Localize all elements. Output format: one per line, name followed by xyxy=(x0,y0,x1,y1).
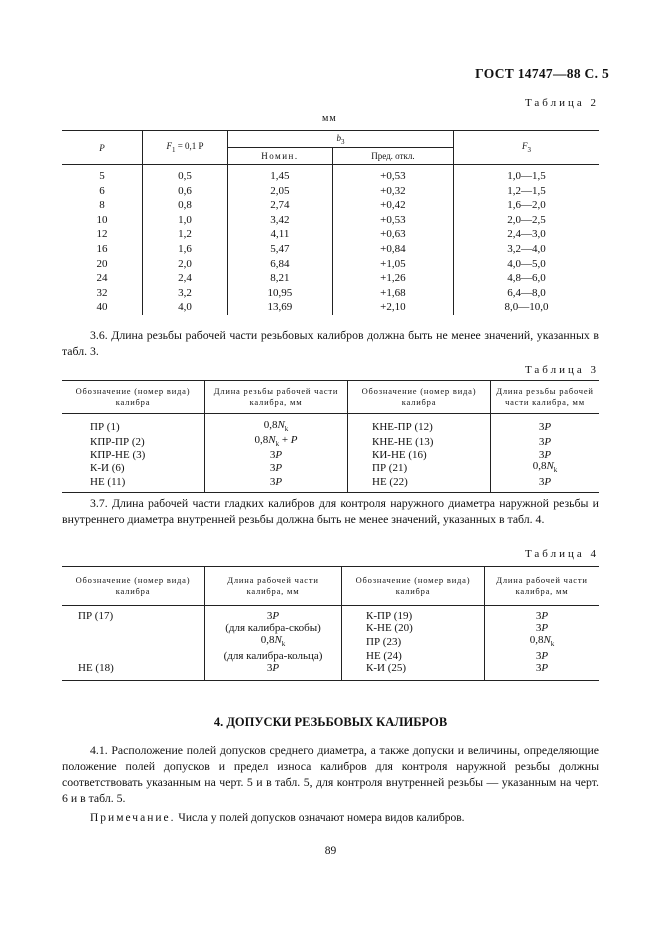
col-nom: Номин. xyxy=(228,148,333,165)
table-cell: +0,63 xyxy=(332,227,453,242)
table-cell: 1,0—1,5 xyxy=(507,170,546,182)
table-row xyxy=(62,606,599,623)
table-row xyxy=(62,227,599,242)
table-row xyxy=(62,300,599,315)
table-cell: 0,6 xyxy=(143,184,228,199)
table-cell: 4,8—6,0 xyxy=(507,272,546,285)
table-cell: 20 xyxy=(62,257,143,272)
table-cell: 40 xyxy=(62,300,143,315)
table-cell: 3P xyxy=(205,450,348,461)
table-row xyxy=(62,242,599,257)
table-cell: $0,8N_k$ xyxy=(529,634,555,649)
table-cell: 8,21 xyxy=(228,271,333,286)
table-cell: 8,0—10,0 xyxy=(504,301,549,314)
t3-h2: Длина резьбы рабочей части калибра, мм xyxy=(205,381,348,414)
note xyxy=(90,810,465,826)
table-row xyxy=(62,435,599,450)
table-cell: 12 xyxy=(62,227,143,242)
table-cell: НЕ (22) xyxy=(348,477,491,493)
table-cell: $0,8N_k$ xyxy=(205,634,342,650)
table-cell: 3P xyxy=(485,662,600,681)
table-cell: 2,74 xyxy=(228,198,333,213)
table-row xyxy=(62,286,599,301)
table-row xyxy=(62,477,599,493)
table-cell: 16 xyxy=(62,242,143,257)
table-cell: 2,4—3,0 xyxy=(507,228,546,241)
table-row xyxy=(62,650,599,662)
t4-h3: Обозначение (номер вида) калибра xyxy=(342,567,485,606)
table-row xyxy=(62,184,599,199)
table-cell: 0,5 xyxy=(143,165,228,184)
table-cell: 4,11 xyxy=(228,227,333,242)
table-cell: +1,05 xyxy=(332,257,453,272)
table-3-caption: Таблица 3 xyxy=(524,364,599,376)
table-row xyxy=(62,450,599,461)
table-2 xyxy=(62,130,599,315)
table-row xyxy=(62,198,599,213)
table-cell: 3,2 xyxy=(143,286,228,301)
table-cell: 1,2 xyxy=(143,227,228,242)
table-4 xyxy=(62,566,599,681)
col-b3: $b_3$ xyxy=(228,131,454,148)
table-row xyxy=(62,634,599,650)
table-cell: КПР-НЕ (3) xyxy=(62,450,205,461)
table-cell: ПР (1) xyxy=(62,414,205,436)
col-f1: $F_1 = 0,1$ P xyxy=(143,131,228,165)
page-header: ГОСТ 14747—88 С. 5 xyxy=(475,66,609,81)
table-cell: $0,8N_k + P$ xyxy=(205,435,348,450)
table-cell: 3P xyxy=(538,449,552,462)
section-title: 4. ДОПУСКИ РЕЗЬБОВЫХ КАЛИБРОВ xyxy=(213,715,448,729)
table-cell: 6 xyxy=(62,184,143,199)
table-cell: 3P xyxy=(538,436,552,449)
table-cell: ПР (21) xyxy=(348,461,491,476)
t4-h1: Обозначение (номер вида) калибра xyxy=(62,567,205,606)
table-cell: НЕ (24) xyxy=(342,650,485,662)
table-cell: К-НЕ (20) xyxy=(342,622,485,634)
table-cell: 10,95 xyxy=(228,286,333,301)
table-cell: КНЕ-ПР (12) xyxy=(348,414,491,436)
table-row xyxy=(62,461,599,476)
table-cell: 5,47 xyxy=(228,242,333,257)
table-cell: 3,2—4,0 xyxy=(507,242,546,255)
table-cell: 6,84 xyxy=(228,257,333,272)
table-cell: (для калибра-кольца) xyxy=(205,650,342,662)
table-cell xyxy=(62,622,205,634)
table-cell: 3P xyxy=(535,610,549,622)
table-cell: 1,45 xyxy=(228,165,333,184)
paragraph-3-7: 3.7. Длина рабочей части гладких калибров для контроля наружного диаметра наружной резьбы и внутреннего диаметра внутренней резьбы должна быть не менее значений, указанных в табл. 4. xyxy=(62,496,599,526)
table-cell: 1,0 xyxy=(143,213,228,228)
page-number: 89 xyxy=(324,845,337,857)
table-cell: КПР-ПР (2) xyxy=(62,435,205,450)
table-cell: ПР (17) xyxy=(62,606,205,623)
table-cell: 2,0—2,5 xyxy=(507,213,546,226)
table-row xyxy=(62,257,599,272)
col-p: P xyxy=(62,131,143,165)
table-cell: 3P xyxy=(205,461,348,476)
table-cell: +2,10 xyxy=(332,300,453,315)
table-2-unit: мм xyxy=(322,113,337,124)
note-text: Числа у полей допусков означают номера видов калибров. xyxy=(175,812,465,824)
table-cell: 3P xyxy=(205,477,348,493)
col-f3: $F_3$ xyxy=(454,131,600,165)
table-cell: 2,4 xyxy=(143,271,228,286)
table-row xyxy=(62,213,599,228)
table-cell: ПР (23) xyxy=(342,634,485,650)
table-row xyxy=(62,414,599,436)
paragraph-4-1: 4.1. Расположение полей допусков среднего диаметра, а также допуски и величины, определяющие положение полей допусков и предел износа калибров для контроля наружной резьбы должны соответствовать указанным на черт. 5 и в табл. 5, для контроля внутренней резьбы — указанным на черт. 6 и в табл. 5. xyxy=(62,743,599,805)
table-cell: 4,0 xyxy=(143,300,228,315)
table-cell: +0,84 xyxy=(332,242,453,257)
table-cell: 3P xyxy=(535,622,549,634)
table-row xyxy=(62,622,599,634)
table-cell: 4,0—5,0 xyxy=(507,257,546,270)
table-cell: 1,2—1,5 xyxy=(507,184,546,197)
table-cell: 3,42 xyxy=(228,213,333,228)
table-cell: КИ-НЕ (16) xyxy=(348,450,491,461)
table-row xyxy=(62,271,599,286)
table-cell: 2,0 xyxy=(143,257,228,272)
table-cell: НЕ (18) xyxy=(62,662,205,681)
t4-h2: Длина рабочей части калибра, мм xyxy=(205,567,342,606)
t4-h4: Длина рабочей части калибра, мм xyxy=(485,567,600,606)
table-cell xyxy=(62,634,205,650)
table-cell: 3P xyxy=(538,421,552,434)
table-cell: 3P xyxy=(205,606,342,623)
table-cell: К-И (6) xyxy=(62,461,205,476)
table-3 xyxy=(62,380,599,493)
table-cell: К-ПР (19) xyxy=(342,606,485,623)
col-pred: Пред. откл. xyxy=(332,148,453,165)
table-cell: 6,4—8,0 xyxy=(507,286,546,299)
table-cell xyxy=(62,650,205,662)
table-cell: (для калибра-скобы) xyxy=(205,622,342,634)
table-cell: $0,8N_k$ xyxy=(532,460,558,475)
table-cell: +0,53 xyxy=(332,165,453,184)
note-label: Примечание. xyxy=(90,812,176,824)
table-row xyxy=(62,165,599,184)
table-cell: 8 xyxy=(62,198,143,213)
table-cell: 3P xyxy=(491,477,600,493)
paragraph-3-6: 3.6. Длина резьбы рабочей части резьбовых калибров должна быть не менее значений, указанных в табл. 3. xyxy=(62,328,599,358)
table-2-caption: Таблица 2 xyxy=(524,97,599,109)
table-cell: 32 xyxy=(62,286,143,301)
table-cell: 1,6—2,0 xyxy=(507,199,546,212)
table-cell: 5 xyxy=(62,165,143,184)
table-cell: $0,8N_k$ xyxy=(205,414,348,436)
t3-h3: Обозначение (номер вида) калибра xyxy=(348,381,491,414)
table-cell: 24 xyxy=(62,271,143,286)
table-cell: 2,05 xyxy=(228,184,333,199)
table-cell: +1,68 xyxy=(332,286,453,301)
table-4-caption: Таблица 4 xyxy=(524,548,599,560)
table-cell: КНЕ-НЕ (13) xyxy=(348,435,491,450)
table-cell: 0,8 xyxy=(143,198,228,213)
table-cell: 3P xyxy=(535,650,549,663)
t3-h4: Длина резьбы рабочей части калибра, мм xyxy=(491,381,600,414)
t3-h1: Обозначение (номер вида) калибра xyxy=(62,381,205,414)
table-cell: 10 xyxy=(62,213,143,228)
table-cell: 1,6 xyxy=(143,242,228,257)
table-row xyxy=(62,662,599,681)
table-cell: +0,53 xyxy=(332,213,453,228)
table-cell: 3P xyxy=(205,662,342,681)
table-cell: НЕ (11) xyxy=(62,477,205,493)
table-cell: +0,42 xyxy=(332,198,453,213)
table-cell: +1,26 xyxy=(332,271,453,286)
table-cell: К-И (25) xyxy=(342,662,485,681)
table-cell: +0,32 xyxy=(332,184,453,199)
table-cell: 13,69 xyxy=(228,300,333,315)
